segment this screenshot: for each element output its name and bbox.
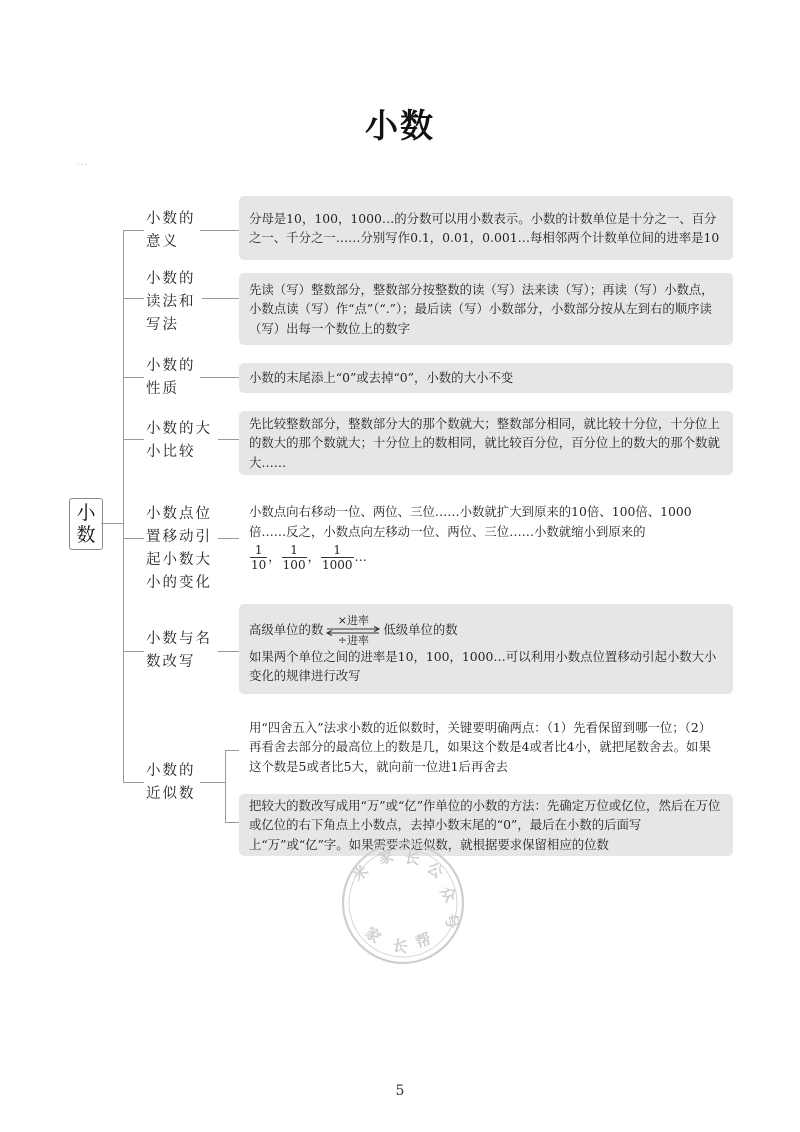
root-char-2: 数 [76,524,96,546]
page-number: 5 [395,1083,405,1099]
branch-label: 小数的 意义 [146,211,196,250]
fraction-ellipsis: … [354,549,367,564]
box-text: 小数的末尾添上“0”或去掉“0”，小数的大小不变 [249,370,514,386]
box-text: 如果两个单位之间的进率是10，100，1000…可以利用小数点位置移动引起小数大小变化的规律进行改写 [249,648,717,683]
conversion-arrows [325,615,381,645]
box-text: 分母是10，100，1000…的分数可以用小数表示。小数的计数单位是十分之一、百分之一、千分之一……分别写作0.1，0.01，0.001…每相邻两个计数单位间的进率是10 [249,210,720,245]
branch-connector [123,651,144,652]
root-char-1: 小 [76,502,96,524]
multiply-rate-label: ×进率 [337,613,369,627]
leaf-connector [200,377,239,378]
leaf-connector [202,298,239,299]
leaf-connector [225,750,239,751]
svg-text:家: 家 [376,846,396,868]
branch-label: 小数的 读法和 写法 [146,271,196,333]
svg-text:众: 众 [436,883,460,906]
leaf-connector [200,782,226,783]
branch-connector [123,298,144,299]
root-connector [101,523,124,524]
branch-property [146,355,196,401]
svg-text:公: 公 [423,858,447,882]
leaf-fork [225,750,226,822]
box-meaning [239,196,733,260]
svg-text:长: 长 [403,848,422,869]
box-text: 把较大的数改写成用“万”或“亿”作单位的小数的方法：先确定万位或亿位，然后在万位或亿位的右下角点上小数点，去掉小数末尾的“0”，最后在小数的后面写上“万”或“亿”字。如果需要求近似数，就根据要求保留相应的位数 [249,797,721,852]
box-approx-1 [239,716,733,778]
svg-text:帮: 帮 [413,929,434,952]
box-text: 用“四舍五入”法求小数的近似数时，关键要明确两点：（1）先看保留到哪一位；（2）再看舍去部分的最高位上的数是几，如果这个数是4或者比4小，就把尾数舍去。如果这个数是5或者比5大，就向前一位进1后再舍去 [249,719,712,774]
branch-label: 小数与名 数改写 [146,631,212,670]
branch-connector [123,377,144,378]
branch-connector [123,230,144,231]
box-reading [239,273,733,345]
leaf-connector [225,822,239,823]
fraction: $\frac{1}{10}$ [251,543,267,572]
leaf-connector [218,439,239,440]
box-text: 先读（写）整数部分，整数部分按整数的读（写）法来读（写）；再读（写）小数点，小数点读（写）作“点”（“.”）；最后读（写）小数部分，小数部分按从左到右的顺序读（写）出每一个数位上的数字 [249,281,714,336]
divide-rate-label: ÷进率 [337,633,369,647]
low-unit-label: 低级单位的数 [383,621,458,637]
branch-label: 小数的大 小比较 [146,421,212,460]
svg-text:家: 家 [361,923,385,947]
branch-convert [146,628,212,674]
decorative-dots: ... [77,158,89,168]
leaf-connector [218,651,239,652]
box-compare [239,411,733,475]
fraction-separator: ， [268,549,281,564]
watermark-stamp [338,838,468,968]
branch-approx [146,760,196,806]
box-approx-2 [239,794,733,856]
box-property [239,363,733,393]
branch-connector [123,439,144,440]
svg-text:长: 长 [391,936,410,957]
svg-text:号: 号 [442,912,462,930]
high-unit-label: 高级单位的数 [249,621,324,637]
branch-reading [146,268,196,337]
fraction: $\frac{1}{1000}$ [321,543,353,572]
page-title: 小数 [365,106,435,145]
fraction: $\frac{1}{100}$ [282,543,306,572]
leaf-connector [218,538,239,539]
branch-shift [146,503,212,595]
leaf-connector [200,230,239,231]
branch-meaning [146,208,196,254]
box-convert [239,604,733,694]
branch-label: 小数的 近似数 [146,763,196,802]
branch-compare [146,418,212,464]
branch-label: 小数的 性质 [146,358,196,397]
box-text: 先比较整数部分，整数部分大的那个数就大；整数部分相同，就比较十分位，十分位上的数大的那个数就大；十分位上的数相同，就比较百分位，百分位上的数大的那个数就大…… [249,415,720,470]
branch-connector [123,538,144,539]
box-text: 小数点向右移动一位、两位、三位……小数就扩大到原来的10倍、100倍、1000倍……反之，小数点向左移动一位、两位、三位……小数就缩小到原来的 [249,504,692,539]
box-shift [239,494,733,580]
root-node [69,498,103,550]
svg-text:米: 米 [349,861,373,886]
branch-connector [123,782,144,783]
trunk-line [123,230,124,782]
branch-label: 小数点位 置移动引 起小数大 小的变化 [146,506,212,591]
fraction-row [249,543,723,572]
conversion-diagram [249,613,723,647]
fraction-separator: ， [307,549,320,564]
